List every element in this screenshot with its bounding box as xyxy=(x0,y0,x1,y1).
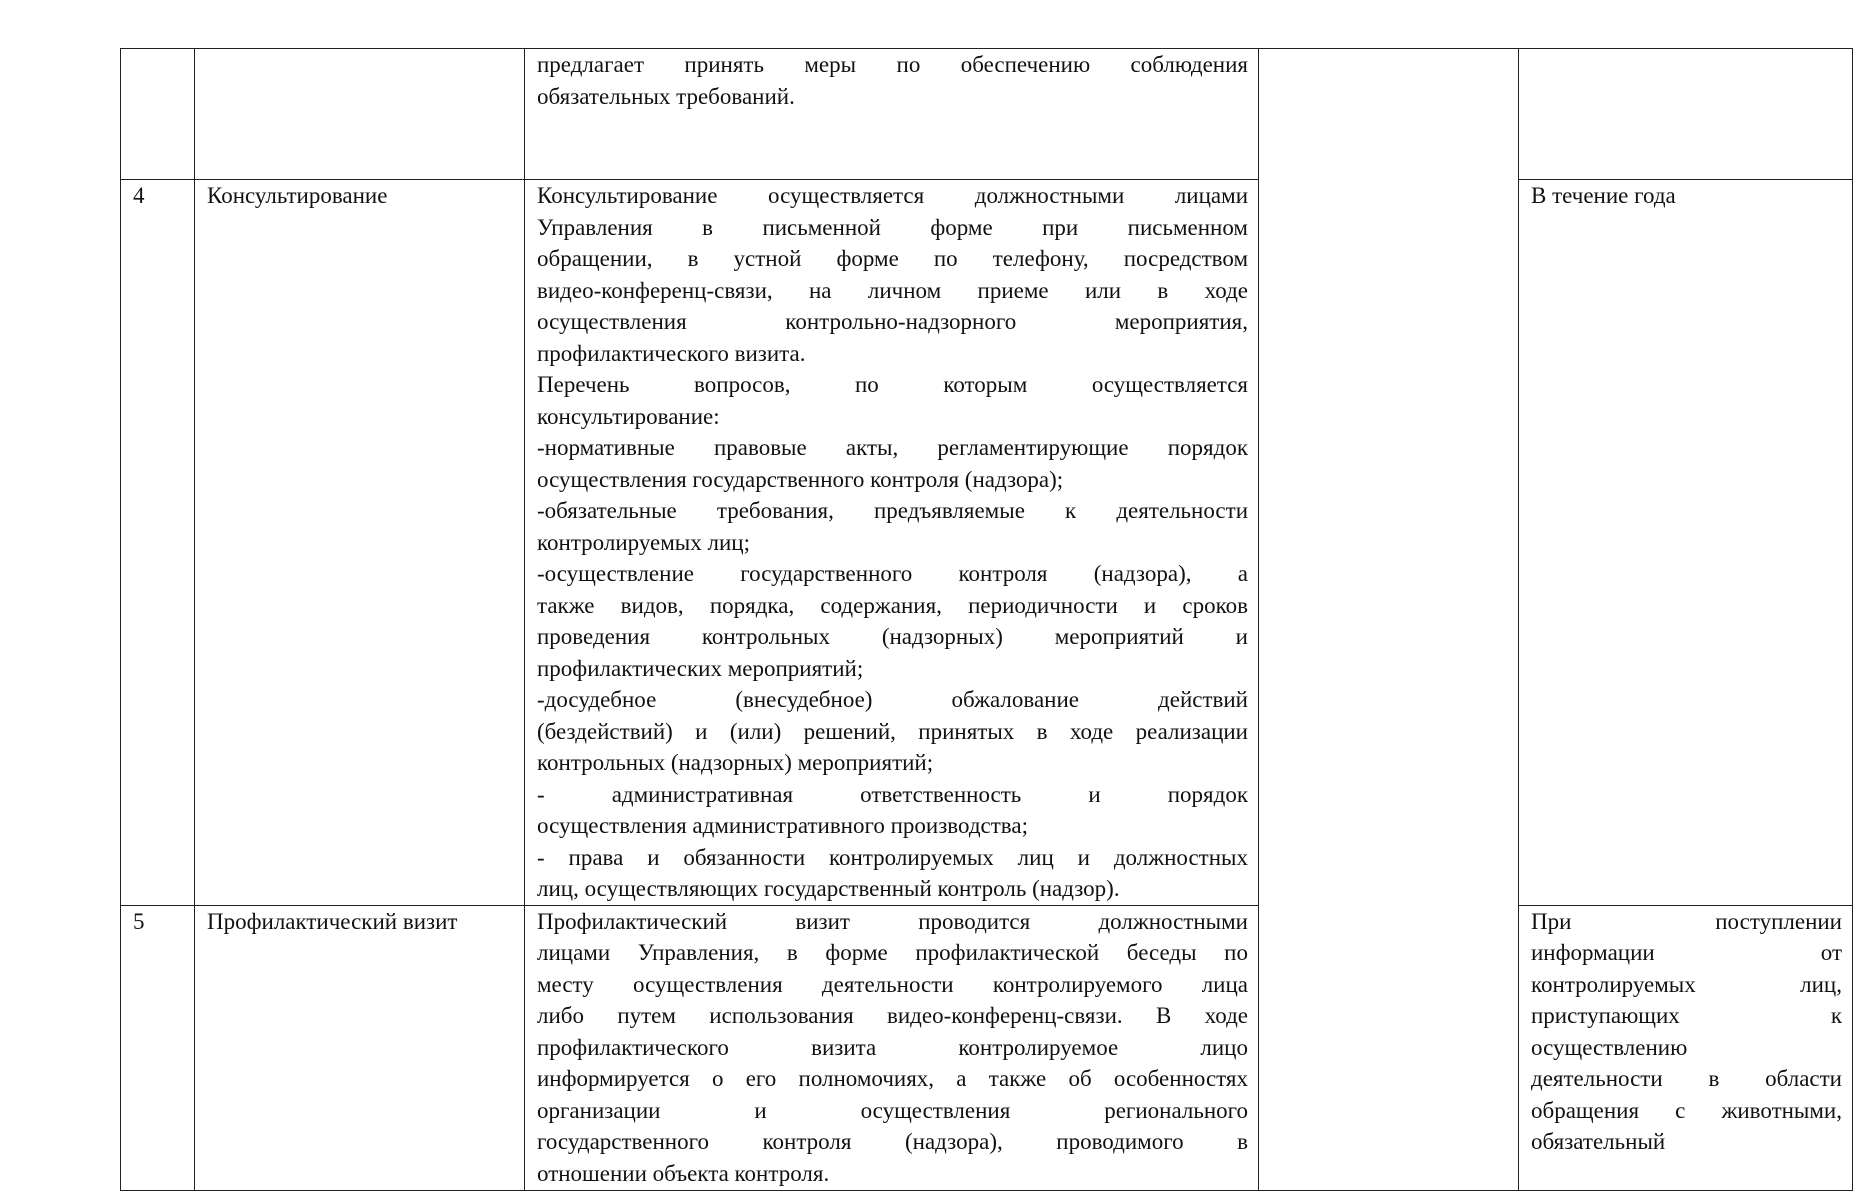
description-line: профилактического визита контролируемое лицо xyxy=(537,1034,1248,1060)
description-line: информируется о его полномочиях, а также об особенностях xyxy=(537,1066,1248,1091)
deadline-line: приступающих к xyxy=(1531,1003,1842,1028)
description-line: месту осуществления деятельности контролируемого лица xyxy=(537,971,1248,997)
description-line: обращении, в устной форме по телефону, посредством xyxy=(537,246,1248,271)
number-cell xyxy=(121,49,195,180)
deadline-cell xyxy=(1519,49,1853,180)
description-line: проведения контрольных (надзорных) мероприятий и xyxy=(537,624,1248,649)
description-line: -осуществление государственного контроля (надзора), а xyxy=(537,561,1248,586)
department-cell xyxy=(1259,49,1519,1191)
description-line: лиц, осуществляющих государственный контроль (надзор). xyxy=(537,876,1120,901)
description-line: осуществления контрольно-надзорного мероприятия, xyxy=(537,309,1248,334)
deadline-line: обязательный xyxy=(1531,1129,1666,1154)
description-line: (бездействий) и (или) решений, принятых в ходе реализации xyxy=(537,718,1248,744)
table-row xyxy=(121,905,1853,1190)
deadline-line: контролируемых лиц, xyxy=(1531,971,1842,997)
description-cell xyxy=(525,905,1259,1190)
description-line: консультирование: xyxy=(537,403,720,429)
deadline-line: обращения с животными, xyxy=(1531,1097,1842,1123)
description-line: Перечень вопросов, по которым осуществляется xyxy=(537,372,1248,397)
description-line: - права и обязанности контролируемых лиц и должностных xyxy=(537,844,1248,870)
name-cell xyxy=(195,49,525,180)
description-line: -обязательные требования, предъявляемые к деятельности xyxy=(537,498,1248,523)
description-cell xyxy=(525,180,1259,906)
measure-name: Консультирование xyxy=(195,180,525,906)
description-line: Управления в письменной форме при письменном xyxy=(537,214,1248,240)
description-line: обязательных требований. xyxy=(537,83,795,109)
description-line: также видов, порядка, содержания, периодичности и сроков xyxy=(537,592,1248,618)
description-line: видео-конференц-связи, на личном приеме или в ходе xyxy=(537,277,1248,303)
description-line: профилактического визита. xyxy=(537,340,806,366)
description-line: осуществления государственного контроля (надзора); xyxy=(537,466,1064,492)
row-number: 4 xyxy=(121,180,195,906)
deadline-line: деятельности в области xyxy=(1531,1066,1842,1091)
measure-name: Профилактический визит xyxy=(195,905,525,1190)
deadline-line: осуществлению xyxy=(1531,1034,1688,1060)
description-line: лицами Управления, в форме профилактической беседы по xyxy=(537,940,1248,965)
description-line: государственного контроля (надзора), проводимого в xyxy=(537,1129,1248,1154)
deadline-line: информации от xyxy=(1531,940,1842,965)
deadline-line: При поступлении xyxy=(1531,908,1842,934)
description-line: предлагает принять меры по обеспечению соблюдения xyxy=(537,52,1248,77)
description-line: Консультирование осуществляется должностными лицами xyxy=(537,183,1248,208)
description-line: -досудебное (внесудебное) обжалование действий xyxy=(537,687,1248,712)
description-line: осуществления административного производства; xyxy=(537,813,1028,838)
row-number: 5 xyxy=(121,905,195,1190)
table-row xyxy=(121,180,1853,906)
description-line: либо путем использования видео-конференц-связи. В ходе xyxy=(537,1003,1248,1028)
description-line: контрольных (надзорных) мероприятий; xyxy=(537,750,934,775)
deadline-text: В течение года xyxy=(1531,183,1676,208)
table-row-continuation xyxy=(121,49,1853,180)
description-line: - административная ответственность и порядок xyxy=(537,781,1248,807)
description-cell xyxy=(525,49,1259,180)
description-line: организации и осуществления регионального xyxy=(537,1097,1248,1123)
description-line: отношении объекта контроля. xyxy=(537,1160,830,1186)
prevention-measures-table xyxy=(120,48,1853,1191)
description-line: Профилактический визит проводится должностными xyxy=(537,908,1248,934)
description-line: -нормативные правовые акты, регламентирующие порядок xyxy=(537,435,1248,460)
description-line: профилактических мероприятий; xyxy=(537,655,864,681)
description-line: контролируемых лиц; xyxy=(537,529,750,555)
deadline-cell xyxy=(1519,180,1853,906)
deadline-cell xyxy=(1519,905,1853,1190)
